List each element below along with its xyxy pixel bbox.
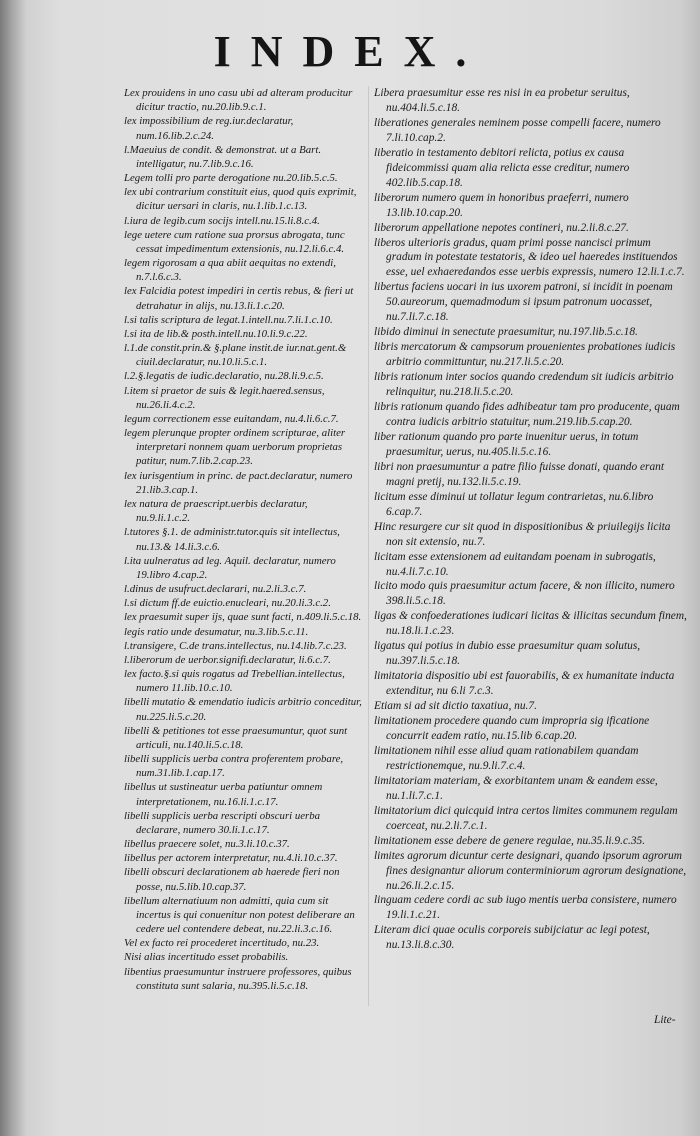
index-column-right (374, 86, 688, 953)
index-entry: libentius praesumuntur instruere professores, quibus constituta sunt salaria, nu.395.li.5.c.18. (124, 965, 352, 992)
index-entry: Vel ex facto rei procederet incertitudo, nu.23. (124, 937, 320, 950)
index-entry: libelli obscuri declarationem ab haerede fieri non posse, nu.5.lib.10.cap.37. (124, 866, 340, 893)
index-entry: libertus faciens uocari in ius uxorem patroni, si incidit in poenam 50.aureorum, quemadmodum si ipsum patronum uocasset, nu.7.li.7.c.18. (374, 281, 673, 324)
index-entry: lex natura de praescript.uerbis declaratur, nu.9.li.1.c.2. (124, 497, 308, 525)
column-divider (368, 86, 369, 1006)
index-entry: libido diminui in senectute praesumitur, nu.197.lib.5.c.18. (374, 326, 638, 339)
index-entry: legis ratio unde desumatur, nu.3.lib.5.c.11. (124, 625, 309, 638)
index-entry: lex facto.§.si quis rogatus ad Trebellian.intellectus, numero 11.lib.10.c.10. (124, 668, 345, 695)
index-column-left (124, 86, 364, 993)
index-entry: limites agrorum dicuntur certe designari, quando ipsorum agrorum fines designantur aliorum conterminiorum agrorum designatione, nu.26.li.2.c.15. (374, 849, 687, 892)
index-entry: licito modo quis praesumitur actum facere, & non illicito, numero 398.li.5.c.18. (374, 580, 675, 608)
index-entry: libelli mutatio & emendatio iudicis arbitrio conceditur, nu.225.li.5.c.20. (124, 696, 362, 723)
index-entry: libris rationum quando fides adhibeatur tam pro producente, quam contra iudicis arbitrio statuitur, num.219.lib.5.cap.20. (374, 401, 680, 428)
index-entry: liberorum numero quem in honoribus praeferri, numero 13.lib.10.cap.20. (374, 191, 629, 219)
index-entry: lex impossibilium de reg.iur.declaratur, num.16.lib.2.c.24. (124, 115, 294, 142)
index-entry: lex praesumit super ijs, quae sunt facti, n.409.li.5.c.18. (124, 611, 362, 624)
index-entry: l.2.§.legatis de iudic.declaratio, nu.28.li.9.c.5. (124, 370, 324, 383)
index-entry: libellus praecere solet, nu.3.li.10.c.37. (124, 838, 290, 851)
index-entry: liberatio in testamento debitori relicta, potius ex causa fideicommissi quam alia relicta esse creditur, numero 402.lib.5.cap.18. (374, 146, 630, 189)
index-entry: l.dinus de usufruct.declarari, nu.2.li.3.c.7. (124, 583, 307, 596)
index-entry: licitam esse extensionem ad euitandam poenam in subrogatis, nu.4.li.7.c.10. (374, 550, 656, 578)
index-entry: libellus ut sustineatur uerba patiuntur omnem interpretationem, nu.16.li.1.c.17. (124, 781, 323, 808)
index-entry: libris rationum inter socios quando credendum sit iudicis arbitrio relinquitur, nu.218.li.5.c.20. (374, 371, 674, 399)
index-entry: libellus per actorem interpretatur, nu.4.li.10.c.37. (124, 852, 338, 865)
index-entry: l.si dictum ff.de euictio.enucleari, nu.20.li.3.c.2. (124, 597, 331, 610)
index-entry: Legem tolli pro parte derogatione nu.20.lib.5.c.5. (124, 172, 338, 185)
index-entry: licitum esse diminui ut tollatur legum contrarietas, nu.6.libro 6.cap.7. (374, 490, 654, 518)
index-entry: legem plerunque propter ordinem scripturae, aliter interpretari nonnem quam uerborum proprietas patitur, num.7.lib.2.cap.23. (124, 427, 346, 468)
index-entry: Literam dici quae oculis corporeis subijciatur ac legi potest, nu.13.li.8.c.30. (374, 924, 650, 952)
index-entry: l.ita uulneratus ad leg. Aquil. declaratur, numero 19.libro 4.cap.2. (124, 554, 336, 581)
index-entry: limitationem nihil esse aliud quam rationabilem quandam restrictionemque, nu.9.li.7.c.4. (374, 744, 639, 772)
index-entry: Lex prouidens in uno casu ubi ad alteram producitur dicitur tractio, nu.20.lib.9.c.1. (124, 87, 353, 114)
index-entry: lex iurisgentium in princ. de pact.declaratur, numero 21.lib.3.cap.1. (124, 469, 353, 496)
index-entry: l.Maeuius de condit. & demonstrat. ut a Bart. intelligatur, nu.7.lib.9.c.16. (124, 143, 322, 170)
index-entry: limitatoria dispositio ubi est fauorabilis, & ex humanitate inducta extenditur, nu 6.li 7.c.3. (374, 670, 675, 698)
index-entry: l.1.de constit.prin.& §.plane instit.de iur.nat.gent.& ciuil.declaratur, nu.10.li.5.c.1. (124, 342, 347, 369)
index-entry: liberorum appellatione nepotes contineri, nu.2.li.8.c.27. (374, 221, 629, 234)
index-entry: l.transigere, C.de trans.intellectus, nu.14.lib.7.c.23. (124, 639, 347, 652)
index-entry: ligatus qui potius in dubio esse praesumitur quam solutus, nu.397.li.5.c.18. (374, 640, 641, 668)
index-entry: l.si talis scriptura de legat.1.intell.nu.7.li.1.c.10. (124, 313, 333, 326)
index-entry: Nisi alias incertitudo esset probabilis. (124, 951, 289, 964)
index-entry: limitatorium dici quicquid intra certos limites communem regulam coerceat, nu.2.li.7.c.1. (374, 804, 678, 832)
catchword: Lite- (654, 1014, 676, 1026)
index-entry: lex ubi contrarium constituit eius, quod quis exprimit, dicitur uersari in claris, nu.1.lib.1.c.13. (124, 186, 357, 213)
index-entry: liberationes generales neminem posse compelli facere, numero 7.li.10.cap.2. (374, 116, 661, 144)
index-entry: Hinc resurgere cur sit quod in dispositionibus & priuilegijs licita non sit extensio, nu.7. (374, 520, 671, 548)
index-entry: linguam cedere cordi ac sub iugo mentis uerba consistere, numero 19.li.1.c.21. (374, 894, 677, 922)
index-entry: l.item si praetor de suis & legit.haered.sensus, nu.26.li.4.c.2. (124, 384, 325, 411)
index-entry: libellum alternatiuum non admitti, quia cum sit incertus is qui conuenitur non potest deliberare an cedere uel contendere debeat, nu.22.li.3.c.16. (124, 894, 355, 936)
index-entry: liber rationum quando pro parte inuenitur uerus, in totum praesumitur, uerus, nu.405.li.5.c.16. (374, 430, 639, 458)
index-entry: ligas & confoederationes iudicari licitas & illicitas secundum finem, nu.18.li.1.c.23. (374, 610, 687, 638)
index-entry: l.tutores §.1. de administr.tutor.quis sit intellectus, nu.13.& 14.li.3.c.6. (124, 526, 340, 553)
index-entry: limitationem procedere quando cum impropria sig ificatione concurrit eadem ratio, nu.15.lib 6.cap.20. (374, 715, 650, 742)
index-entry: limitatoriam materiam, & exorbitantem unam & eandem esse, nu.1.li.7.c.1. (374, 774, 658, 802)
index-entry: libelli supplicis uerba rescripti obscuri uerba declarare, numero 30.li.1.c.17. (124, 809, 321, 836)
index-entry: libelli supplicis uerba contra proferentem probare, num.31.lib.1.cap.17. (124, 753, 344, 780)
index-entry: limitationem esse debere de genere regulae, nu.35.li.9.c.35. (374, 834, 646, 847)
index-entry: l.si ita de lib.& posth.intell.nu.10.li.9.c.22. (124, 327, 308, 340)
index-entry: liberos ulterioris gradus, quam primi posse nancisci primum gradum in potestate testatoris, & ideo uel haeredes instituendos esse, uel exhaeredandos esse uerbis expressis, numero 12.li.1.c.7. (374, 236, 685, 279)
index-entry: l.liberorum de uerbor.signifi.declaratur, li.6.c.7. (124, 653, 331, 666)
index-entry: l.iura de legib.cum socijs intell.nu.15.li.8.c.4. (124, 214, 320, 227)
index-entry: libris mercatorum & campsorum prouenientes probationes iudicis arbitrio committuntur, nu.217.li.5.c.20. (374, 341, 676, 369)
index-entry: Etiam si ad sit dictio taxatiua, nu.7. (374, 700, 537, 713)
index-entry: libelli & petitiones tot esse praesumuntur, quot sunt articuli, nu.140.li.5.c.18. (124, 724, 348, 751)
index-entry: lex Falcidia potest impediri in certis rebus, & fieri ut detrahatur in alijs, nu.13.li.1.c.20. (124, 285, 354, 312)
index-entry: legum correctionem esse euitandam, nu.4.li.6.c.7. (124, 412, 339, 425)
index-entry: legem rigorosam a qua abiit aequitas no extendi, n.7.l.6.c.3. (124, 257, 336, 284)
page-title: INDEX. (213, 27, 487, 76)
index-entry: lege uetere cum ratione sua prorsus abrogata, tunc cessat impedimentum extensionis, nu.12.li.6.c.4. (124, 228, 345, 255)
index-entry: libri non praesumuntur a patre filio fuisse donati, quando erant magni pretij, nu.132.li.5.c.19. (374, 460, 665, 488)
index-entry: Libera praesumitur esse res nisi in ea probetur seruitus, nu.404.li.5.c.18. (374, 87, 630, 114)
